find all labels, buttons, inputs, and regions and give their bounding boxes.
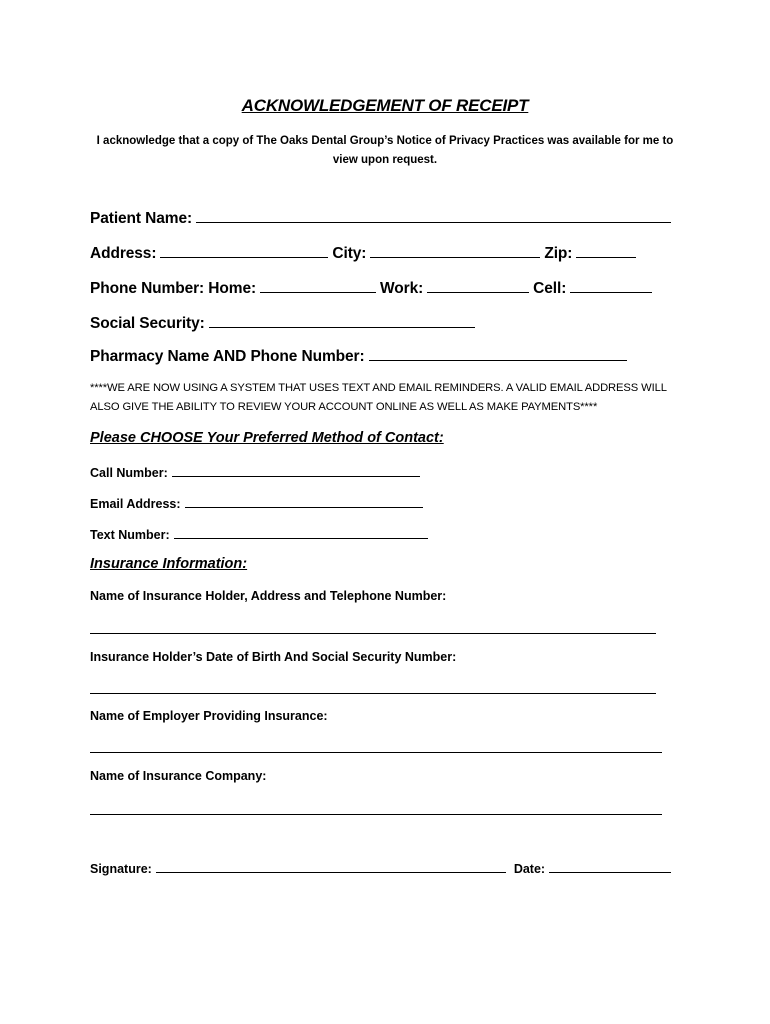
- reminder-notice: ****WE ARE NOW USING A SYSTEM THAT USES TEXT AND EMAIL REMINDERS. A VALID EMAIL ADDRESS WILL ALSO GIVE THE ABILITY TO REVIEW YOUR ACCOUNT ONLINE AS WELL AS MAKE PAYMENTS****: [90, 382, 667, 413]
- holder-dob-label: Insurance Holder’s Date of Birth And Social Security Number:: [90, 650, 457, 664]
- city-label: City:: [332, 245, 367, 262]
- employer-field[interactable]: [90, 751, 662, 753]
- cell-phone-field[interactable]: [570, 278, 652, 293]
- work-label: Work:: [380, 280, 424, 297]
- phone-home-label: Phone Number: Home:: [90, 280, 257, 297]
- text-number-field[interactable]: [174, 524, 428, 539]
- email-field[interactable]: [185, 493, 423, 508]
- zip-field[interactable]: [576, 243, 636, 258]
- cell-label: Cell:: [533, 280, 567, 297]
- date-field[interactable]: [549, 858, 671, 873]
- insurance-holder-label: Name of Insurance Holder, Address and Telephone Number:: [90, 589, 447, 603]
- insurance-holder-field[interactable]: [90, 632, 656, 634]
- work-phone-field[interactable]: [427, 278, 529, 293]
- employer-label: Name of Employer Providing Insurance:: [90, 709, 328, 723]
- call-number-label: Call Number:: [90, 466, 168, 480]
- form-title: ACKNOWLEDGEMENT OF RECEIPT: [241, 96, 529, 115]
- patient-name-row: [90, 208, 671, 228]
- social-security-field[interactable]: [209, 313, 475, 328]
- email-label: Email Address:: [90, 497, 181, 511]
- social-security-label: Social Security:: [90, 315, 205, 332]
- address-row: [90, 243, 636, 263]
- zip-label: Zip:: [544, 245, 573, 262]
- signature-row: [90, 858, 671, 876]
- call-number-field[interactable]: [172, 462, 420, 477]
- social-security-row: [90, 313, 475, 333]
- pharmacy-row: [90, 346, 627, 366]
- insurance-heading: Insurance Information:: [90, 556, 248, 572]
- insurance-company-label: Name of Insurance Company:: [90, 769, 267, 783]
- insurance-company-field[interactable]: [90, 813, 662, 815]
- signature-label: Signature:: [90, 862, 152, 876]
- pharmacy-label: Pharmacy Name AND Phone Number:: [90, 348, 365, 365]
- pharmacy-field[interactable]: [369, 346, 627, 361]
- date-label: Date:: [513, 862, 546, 876]
- call-number-row: [90, 462, 420, 480]
- patient-name-label: Patient Name:: [90, 210, 193, 227]
- city-field[interactable]: [370, 243, 540, 258]
- phone-row: [90, 278, 652, 298]
- acknowledgement-text: I acknowledge that a copy of The Oaks Dental Group’s Notice of Privacy Practices was available for me to view upon request.: [96, 135, 674, 166]
- address-field[interactable]: [160, 243, 328, 258]
- patient-name-field[interactable]: [196, 208, 671, 223]
- address-label: Address:: [90, 245, 157, 262]
- signature-field[interactable]: [156, 858, 506, 873]
- text-number-label: Text Number:: [90, 528, 170, 542]
- contact-heading: Please CHOOSE Your Preferred Method of Contact:: [90, 430, 444, 446]
- text-number-row: [90, 524, 428, 542]
- email-row: [90, 493, 423, 511]
- phone-home-field[interactable]: [260, 278, 376, 293]
- holder-dob-field[interactable]: [90, 692, 656, 694]
